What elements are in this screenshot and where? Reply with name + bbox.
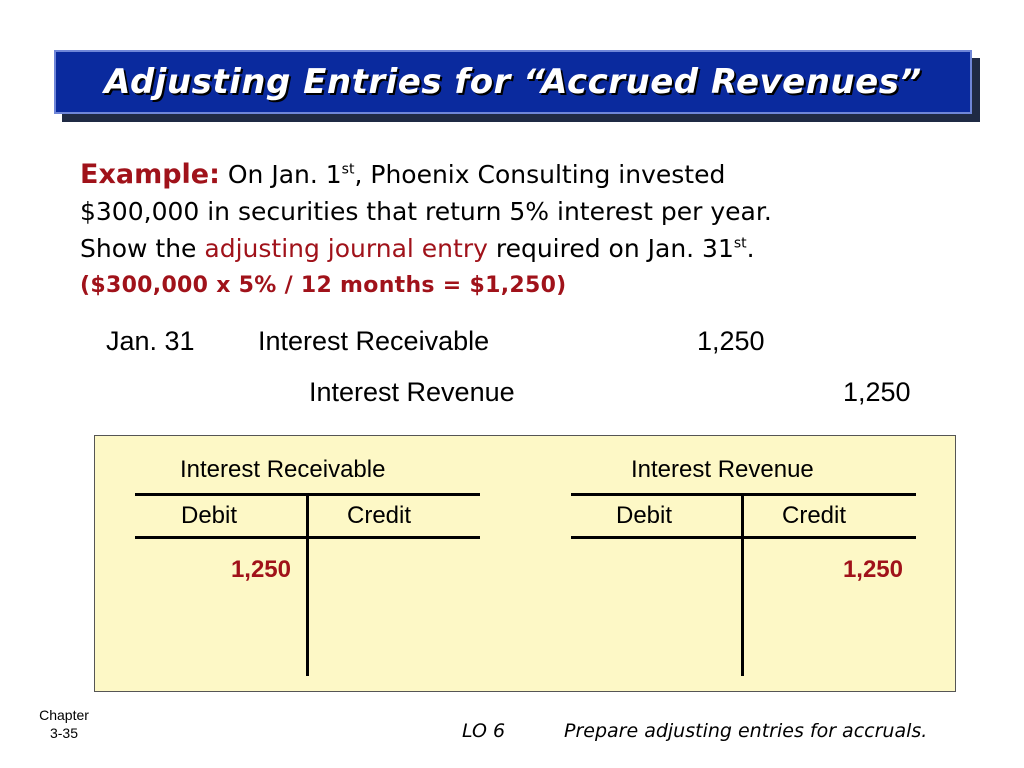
adjusting-entry-highlight: adjusting journal entry [204, 234, 488, 263]
t-account-divider [306, 493, 309, 676]
learning-objective-text: Prepare adjusting entries for accruals. [564, 720, 928, 742]
slide-title: Adjusting Entries for “Accrued Revenues” [104, 62, 922, 102]
journal-debit-amount: 1,250 [697, 326, 765, 356]
example-text-3b: required on Jan. 31 [487, 234, 734, 263]
title-banner [54, 50, 972, 114]
t-account-debit-label: Debit [616, 502, 673, 529]
t-account-credit-label: Credit [782, 502, 847, 529]
t-accounts-panel [94, 435, 956, 692]
calculation-formula: ($300,000 x 5% / 12 months = $1,250) [80, 273, 567, 298]
journal-debit-account: Interest Receivable [258, 326, 490, 356]
example-sup-3: st [733, 235, 747, 252]
learning-objective-number: LO 6 [462, 720, 506, 742]
example-sup-1: st [341, 161, 355, 178]
t-account-title-receivable: Interest Receivable [180, 456, 386, 483]
example-text-3a: Show the [80, 234, 205, 263]
example-line-3 [80, 230, 960, 267]
t-account-credit-label: Credit [347, 502, 412, 529]
example-text-1a: On Jan. 1 [227, 160, 342, 189]
example-paragraph [80, 156, 960, 304]
t-account-debit-label: Debit [181, 502, 238, 529]
example-line-2: $300,000 in securities that return 5% interest per year. [80, 197, 772, 226]
example-label: Example: [80, 159, 220, 190]
chapter-marker [24, 706, 104, 742]
journal-credit-amount: 1,250 [843, 377, 911, 407]
journal-credit-account: Interest Revenue [309, 377, 515, 407]
t-account-debit-value: 1,250 [230, 556, 291, 583]
t-account-credit-value: 1,250 [842, 556, 903, 583]
example-line-1 [80, 156, 960, 193]
example-text-3c: . [746, 234, 755, 263]
example-text-1b: , Phoenix Consulting invested [354, 160, 726, 189]
journal-date: Jan. 31 [106, 326, 195, 356]
chapter-label: Chapter [39, 707, 89, 723]
t-account-title-revenue: Interest Revenue [631, 456, 814, 483]
t-account-divider [741, 493, 744, 676]
page-number: 3-35 [49, 725, 79, 741]
